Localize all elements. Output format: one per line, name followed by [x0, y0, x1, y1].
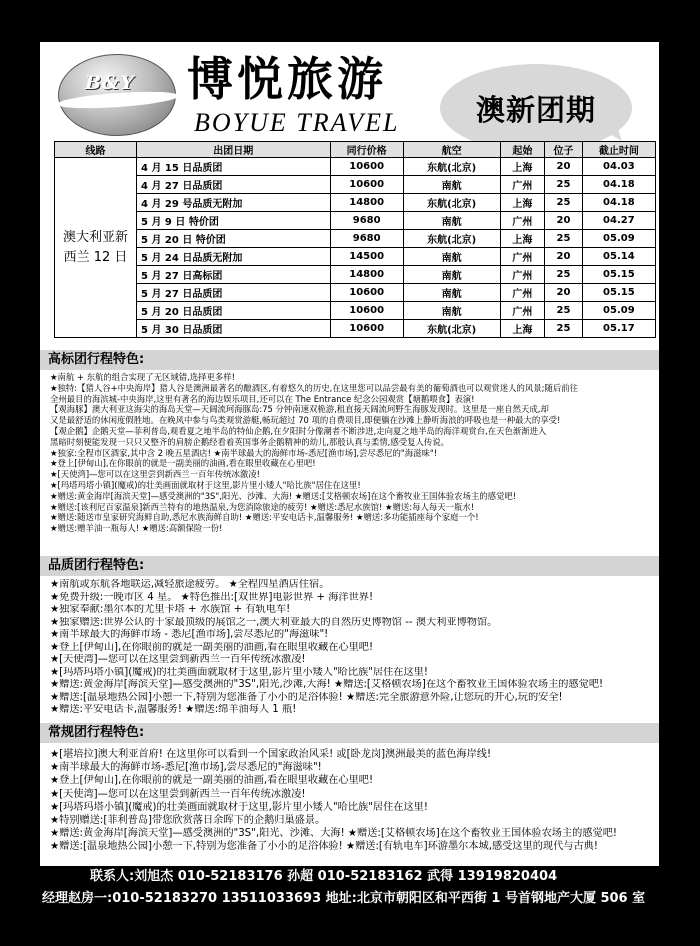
- table-cell: 25: [545, 320, 583, 338]
- table-cell: 上海: [500, 158, 545, 176]
- feature-line: 【观海豚】澳大利亚这海尖的海岛天堂—天阔流珂海豚岛:75 分钟南速双桅游,租直接天阔流珂野生海豚发现时。这里是一座自然天成,却: [50, 404, 549, 415]
- feature-line: ★登上[伊甸山],在你眼前的就是一副美丽的油画,看在眼里收藏在心里吧!: [50, 458, 316, 469]
- feature-line: ★[玛塔玛塔小镇](魔戒)的壮美画面就取材于这里,影片里小矮人"哈比族"居住在这里!: [50, 666, 428, 678]
- table-cell: 5 月 27 日高标团: [137, 266, 331, 284]
- departure-table: [54, 141, 656, 338]
- table-header-row: [55, 142, 656, 158]
- table-cell: 20: [545, 212, 583, 230]
- table-cell: 20: [545, 158, 583, 176]
- header: [40, 42, 659, 140]
- logo-icon: [58, 54, 176, 136]
- table-cell: 广州: [500, 266, 545, 284]
- feature-line: ★赠送:黄金海岸[海滨天堂]—感受澳洲的"3S",阳光、沙滩、大海! ★赠送:[艾格顿农场]在这个畜牧业王国体验农场主的感觉吧!: [50, 828, 617, 840]
- brand-name-en: BOYUE TRAVEL: [194, 108, 400, 137]
- table-cell: 东航(北京): [403, 230, 500, 248]
- table-cell: 14800: [330, 194, 403, 212]
- table-cell: 25: [545, 230, 583, 248]
- table-cell: 广州: [500, 248, 545, 266]
- feature-line: 全州最目的海滨城-中央海岸,这里有著名的海边娱乐项目,还可以在 The Entrance 纪念公园观赏【塘鹅喂食】表演!: [50, 393, 475, 404]
- col-header: 截止时间: [582, 142, 655, 158]
- feature-line: 又是最舒适的休闲度假胜地。在晚风中参与鸟类观赏游艇,畅玩超过 70 项的自费项目,即便躺在沙滩上静听海浪的呼吸也是一种最大的享受!: [50, 415, 561, 426]
- table-cell: 5 月 30 日品质团: [137, 320, 331, 338]
- table-cell: 4 月 15 日品质团: [137, 158, 331, 176]
- table-cell: 4 月 27 日品质团: [137, 176, 331, 194]
- table-row: [55, 302, 656, 320]
- route-line: 西兰 12 日: [63, 249, 128, 265]
- table-row: [55, 248, 656, 266]
- table-cell: 04.18: [582, 176, 655, 194]
- section-title-quality: 品质团行程特色:: [40, 556, 659, 576]
- table-row: [55, 212, 656, 230]
- table-cell: 5 月 20 日 特价团: [137, 230, 331, 248]
- table-cell: 14500: [330, 248, 403, 266]
- table-cell: 10600: [330, 158, 403, 176]
- col-header: 起始: [500, 142, 545, 158]
- table-cell: 05.09: [582, 230, 655, 248]
- table-cell: 25: [545, 302, 583, 320]
- table-cell: 南航: [403, 248, 500, 266]
- feature-line: ★赠送:黄金海岸[海滨天堂]—感受澳洲的"3S",阳光、沙滩、大海! ★赠送:[艾格顿农场]在这个畜牧业王国体验农场主的感觉吧!: [50, 490, 517, 501]
- section-title-regular: 常规团行程特色:: [40, 723, 659, 743]
- col-header: 航空: [403, 142, 500, 158]
- contact-footer: [40, 866, 659, 912]
- table-cell: 5 月 24 日品质无附加: [137, 248, 331, 266]
- feature-line: ★独家:全程市区酒家,其中含 2 晚五星酒店! ★南半球最大的海鲜市场-悉尼[渔市场],尝尽悉尼的"海滋味"!: [50, 447, 438, 458]
- feature-line: ★赠送:赠羊油一瓶每人! ★赠送:高额保险一份!: [50, 523, 223, 534]
- feature-line: ★赠送:[温泉地热公园]小憩一下,特别为您准备了小小的足浴体验! ★赠送:完全旅游意外险,让您玩的开心,玩的安全!: [50, 691, 563, 703]
- section-body-quality: [50, 579, 650, 717]
- table-cell: 南航: [403, 176, 500, 194]
- table-cell: 东航(北京): [403, 194, 500, 212]
- table-cell: 南航: [403, 302, 500, 320]
- table-cell: 5 月 9 日 特价团: [137, 212, 331, 230]
- table-cell: 20: [545, 248, 583, 266]
- table-cell: 广州: [500, 302, 545, 320]
- table-cell: 04.03: [582, 158, 655, 176]
- feature-line: ★特别赠送:[菲利普岛]带您欣赏落日余晖下的企鹅归巢盛景。: [50, 815, 326, 827]
- table-cell: 14800: [330, 266, 403, 284]
- table-cell: 10600: [330, 302, 403, 320]
- feature-line: ★[玛塔玛塔小镇](魔戒)的壮美画面就取材于这里,影片里小矮人"哈比族"居住在这里!: [50, 479, 361, 490]
- feature-line: 黑暗时刻便能发现一只只又整齐的肩膀企鹅经看着英国事务企鹅精神的幼儿,那般认真与柔情,感受复人传说。: [50, 436, 449, 447]
- address-line: 经理赵房一:010-52183270 13511033693 地址:北京市朝阳区和平西街 1 号首钢地产大厦 506 室: [42, 891, 646, 906]
- feature-line: ★南航或东航各地联运,减轻旅途疲劳。 ★全程四星酒店住宿。: [50, 579, 330, 590]
- table-cell: 04.27: [582, 212, 655, 230]
- table-cell: 南航: [403, 212, 500, 230]
- feature-line: ★[玛塔玛塔小镇](魔戒)的壮美画面就取材于这里,影片里小矮人"哈比族"居住在这里!: [50, 801, 428, 813]
- table-cell: 25: [545, 266, 583, 284]
- badge-text: 澳新团期: [475, 93, 596, 127]
- table-cell: 05.14: [582, 248, 655, 266]
- feature-line: ★登上[伊甸山],在你眼前的就是一副美丽的油画,看在眼里收藏在心里吧!: [50, 775, 374, 787]
- feature-line: ★[天使湾]—您可以在这里尝到新西兰一百年传统冰激凌!: [50, 788, 306, 800]
- table-cell: 25: [545, 176, 583, 194]
- speech-bubble-badge: [440, 64, 632, 152]
- brand-name-cn: 博悦旅游: [187, 52, 387, 106]
- table-cell: 10600: [330, 320, 403, 338]
- feature-line: ★赠送:平安电话卡,温馨服务! ★赠送:绵羊油每人 1 瓶!: [50, 704, 297, 715]
- feature-line: ★赠送:[温泉地热公园]小憩一下,特别为您准备了小小的足浴体验! ★赠送:[有轨电车]环游墨尔本城,感受这里的现代与古典!: [50, 841, 598, 853]
- logo-letters: B&Y: [85, 72, 135, 94]
- contact-line: 联系人:刘旭杰 010-52183176 孙超 010-52183162 武得 13919820404: [90, 869, 558, 884]
- table-cell: 5 月 20 日品质团: [137, 302, 331, 320]
- table-row: [55, 194, 656, 212]
- section-title-premium: 高标团行程特色:: [40, 350, 659, 370]
- table-cell: 上海: [500, 320, 545, 338]
- table-cell: 04.18: [582, 194, 655, 212]
- section-body-premium: [50, 372, 650, 534]
- feature-line: ★独家赠送:世界公认的十家最顶级的展馆之一,澳大利亚最大的自然历史博物馆 -- 澳大利亚博物馆。: [50, 616, 498, 628]
- table-row: [55, 320, 656, 338]
- feature-line: ★[堪培拉]澳大利亚首府! 在这里你可以看到一个国家政治风采! 或[卧龙岗]澳洲最美的蓝色海岸线!: [50, 749, 492, 760]
- feature-line: ★[天使湾]—您可以在这里尝到新西兰一百年传统冰激凌!: [50, 469, 261, 480]
- table-cell: 25: [545, 194, 583, 212]
- table-cell: 上海: [500, 194, 545, 212]
- table-cell: 05.09: [582, 302, 655, 320]
- feature-line: ★南半球最大的海鲜市场 - 悉尼[渔市场],尝尽悉尼的"海滋味"!: [50, 629, 329, 640]
- feature-line: ★[天使湾]—您可以在这里尝到新西兰一百年传统冰激凌!: [50, 654, 306, 665]
- feature-line: ★赠送:[该利尼百家温泉]新西兰特有的地热温泉,为您消除旅途的疲劳! ★赠送:悉尼水族馆! ★赠送:每人每天一瓶水!: [50, 501, 475, 512]
- table-cell: 20: [545, 284, 583, 302]
- table-cell: 广州: [500, 284, 545, 302]
- table-row: [55, 230, 656, 248]
- feature-line: ★南半球最大的海鲜市场-悉尼[渔市场],尝尽悉尼的"海滋味"!: [50, 762, 322, 774]
- table-cell: 4 月 29 号品质无附加: [137, 194, 331, 212]
- table-cell: 上海: [500, 230, 545, 248]
- table-cell: 东航(北京): [403, 158, 500, 176]
- section-body-regular: [50, 748, 650, 854]
- table-cell: 10600: [330, 284, 403, 302]
- feature-line: ★独家奉献:墨尔本的尤里卡塔 + 水族馆 + 有轨电车!: [50, 604, 291, 615]
- col-header: 线路: [55, 142, 137, 158]
- col-header: 位子: [545, 142, 583, 158]
- table-row: [55, 176, 656, 194]
- table-cell: 东航(北京): [403, 320, 500, 338]
- table-cell: 广州: [500, 176, 545, 194]
- feature-line: ★独特:【猎人谷+中央海岸】猎人谷是澳洲最著名的酿酒区,有着悠久的历史,在这里您可以品尝最有美的葡萄酒也可以观赏迷人的风景;随后前往: [50, 382, 578, 393]
- table-cell: 9680: [330, 212, 403, 230]
- table-row: [55, 266, 656, 284]
- table-cell: 10600: [330, 176, 403, 194]
- route-line: 澳大利亚新: [62, 229, 128, 245]
- table-row: [55, 284, 656, 302]
- table-cell: 05.17: [582, 320, 655, 338]
- feature-line: ★免费升级:一晚市区 4 星。 ★特色推出:[双世界]电影世界 + 海洋世界!: [50, 591, 374, 603]
- table-cell: 05.15: [582, 266, 655, 284]
- table-cell: 南航: [403, 266, 500, 284]
- feature-line: 【观企鹅】企鹅天堂—菲利普岛,观看夏之地半岛的特仙企鹅,在夕阳时分像潮者不断涉进,走向夏之地半岛的海洋观赏台,在天色渐渐进入: [50, 425, 547, 436]
- feature-line: ★赠送:随送市皇家研究海鲜自助,悉尼水族海鲜自助! ★赠送:平安电话卡,温馨服务! ★赠送:多功能插座每个家庭一个!: [50, 512, 479, 523]
- table-cell: 5 月 27 日品质团: [137, 284, 331, 302]
- table-cell: 9680: [330, 230, 403, 248]
- feature-line: ★南航 + 东航的组合实现了无区域错,选择更多样!: [50, 372, 235, 382]
- route-cell: [55, 158, 137, 338]
- feature-line: ★赠送:黄金海岸[海滨天堂]—感受澳洲的"3S",阳光,沙滩,大海! ★赠送:[艾格顿农场]在这个畜牧业王国体验农场主的感觉吧!: [50, 679, 604, 690]
- col-header: 出团日期: [137, 142, 331, 158]
- table-cell: 05.15: [582, 284, 655, 302]
- table-row: [55, 158, 656, 176]
- col-header: 同行价格: [330, 142, 403, 158]
- flyer: [40, 42, 659, 912]
- feature-line: ★登上[伊甸山],在你眼前的就是一副美丽的油画,看在眼里收藏在心里吧!: [50, 641, 374, 653]
- table-cell: 南航: [403, 284, 500, 302]
- table-cell: 广州: [500, 212, 545, 230]
